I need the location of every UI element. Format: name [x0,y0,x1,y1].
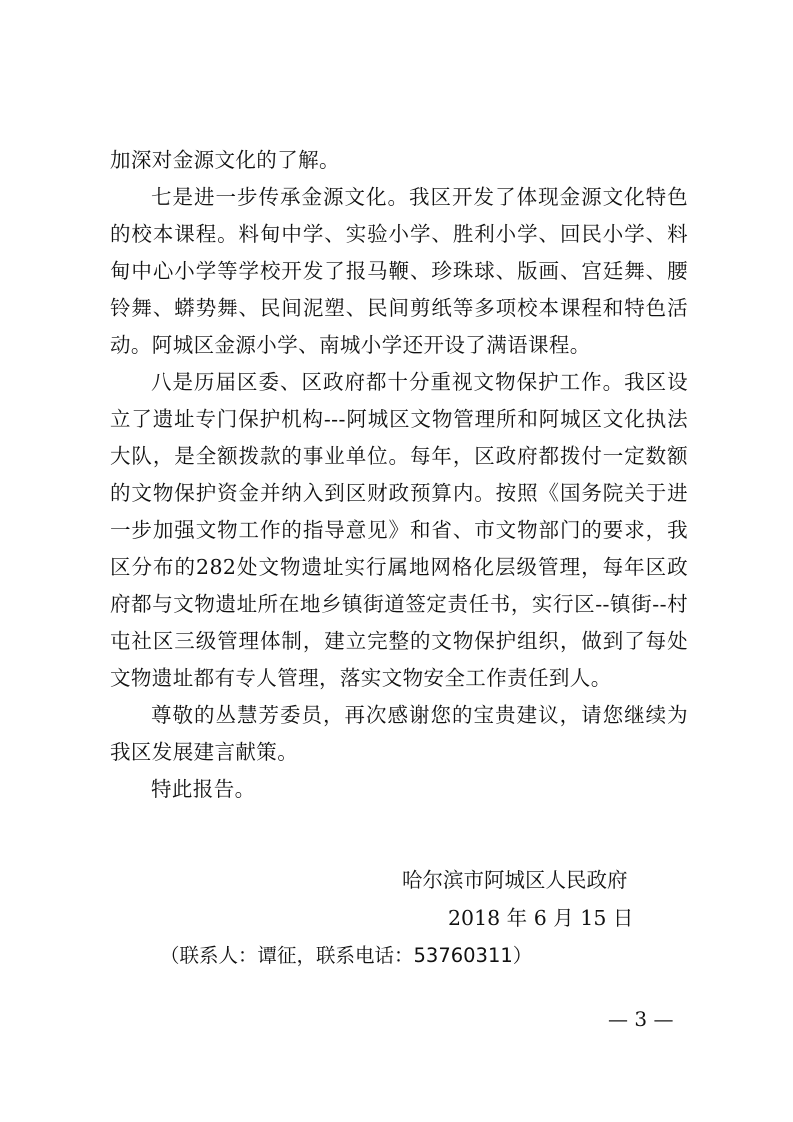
paragraph-eighth-point: 八是历届区委、区政府都十分重视文物保护工作。我区设立了遗址专门保护机构---阿城区文物管理所和阿城区文化执法大队，是全额拨款的事业单位。每年，区政府都拨付一定数额的文物保护资金并纳入到区财政预算内。按照《国务院关于进一步加强文物工作的指导意见》和省、市文物部门的要求，我区分布的282处文物遗址实行属地网格化层级管理，每年区政府都与文物遗址所在地乡镇街道签定责任书，实行区--镇街--村屯社区三级管理体制，建立完整的文物保护组织，做到了每处文物遗址都有专人管理，落实文物安全工作责任到人。 [110,370,688,690]
contact-info: （联系人：谭征，联系电话：53760311） [160,944,533,967]
paragraph-thanks: 尊敬的丛慧芳委员，再次感谢您的宝贵建议，请您继续为我区发展建言献策。 [110,703,688,764]
document-body [110,142,688,808]
page-number: — 3 — [608,1007,674,1031]
paragraph-closing: 特此报告。 [151,777,256,801]
signature-organization: 哈尔滨市阿城区人民政府 [402,868,628,892]
paragraph-continuation: 加深对金源文化的了解。 [110,148,340,172]
signature-date: 2018 年 6 月 15 日 [448,906,634,930]
paragraph-seventh-point: 七是进一步传承金源文化。我区开发了体现金源文化特色的校本课程。料甸中学、实验小学、胜利小学、回民小学、料甸中心小学等学校开发了报马鞭、珍珠球、版画、宫廷舞、腰铃舞、蟒势舞、民间泥塑、民间剪纸等多项校本课程和特色活动。阿城区金源小学、南城小学还开设了满语课程。 [110,185,688,357]
